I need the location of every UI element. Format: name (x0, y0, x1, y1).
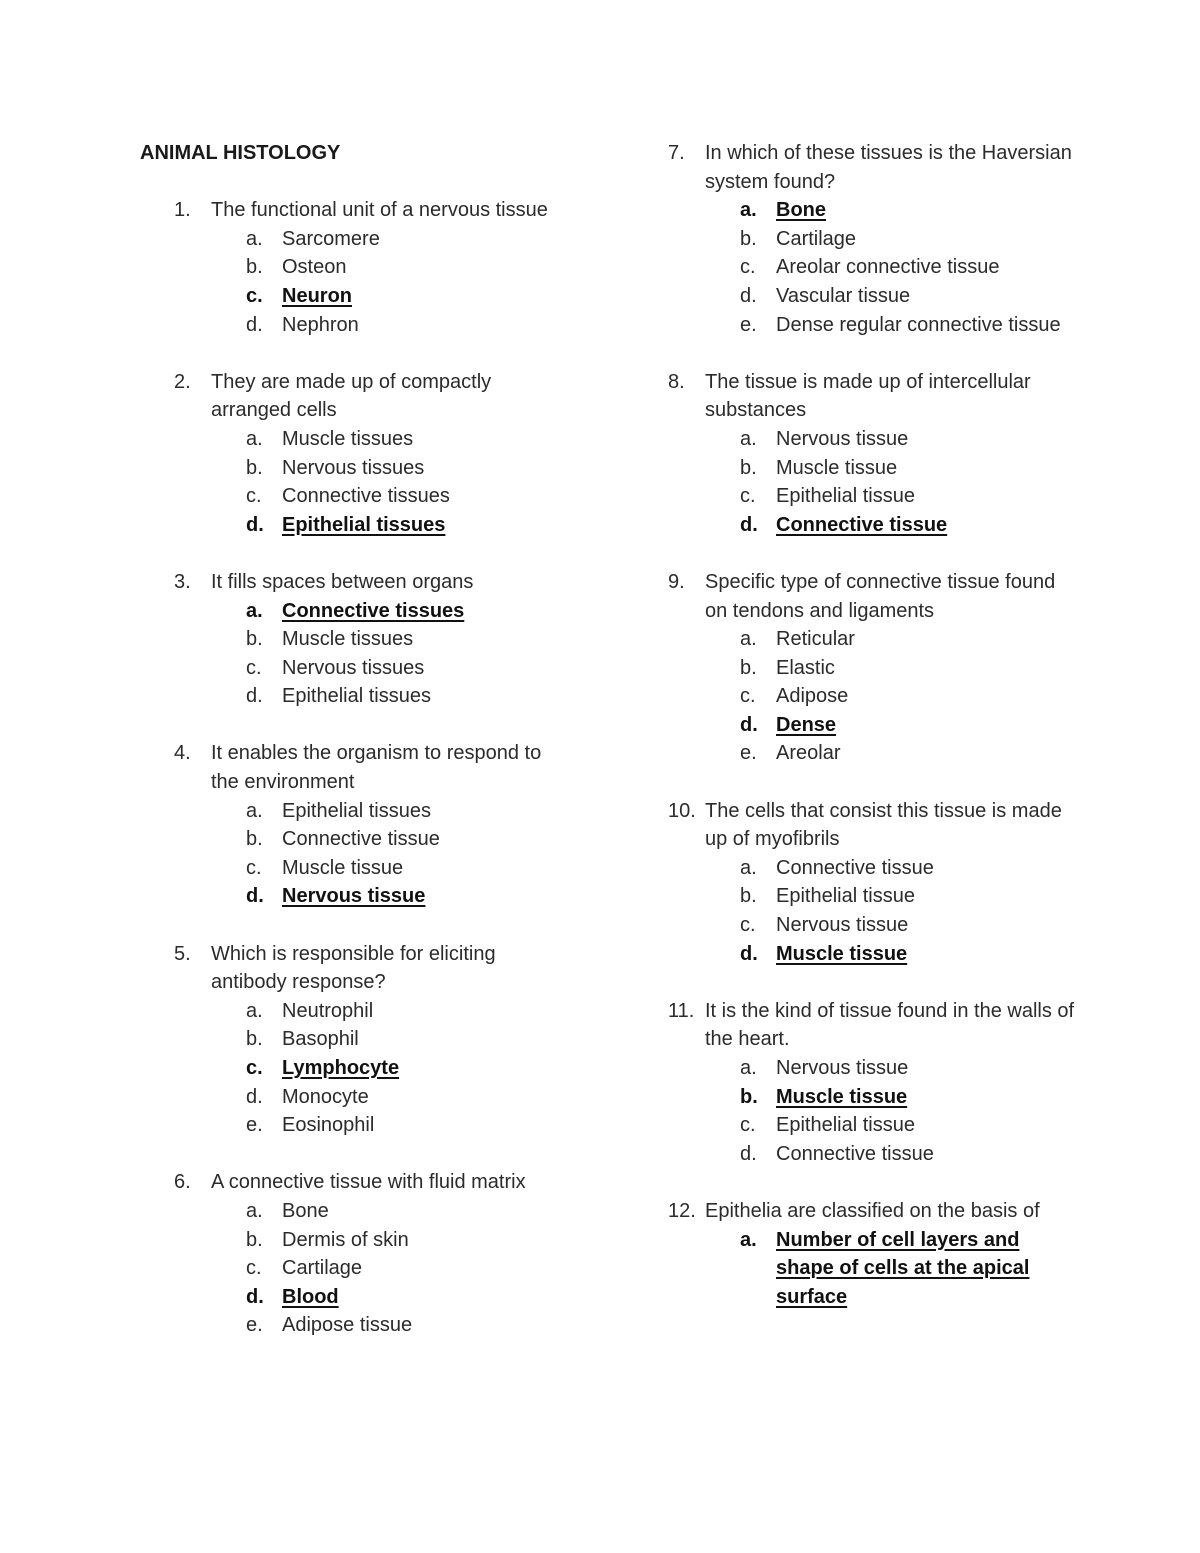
question-item (140, 940, 570, 1140)
option-letter: c. (246, 856, 262, 879)
option-letter: e. (740, 313, 757, 336)
option-letter: c. (740, 1114, 756, 1137)
option-letter: e. (740, 742, 757, 765)
question-item (140, 568, 570, 711)
option-list (140, 797, 570, 911)
option-letter: a. (740, 199, 757, 222)
option-list (668, 1054, 1078, 1168)
correct-answer-option (140, 511, 570, 540)
option-letter: c. (246, 485, 262, 508)
question-number: 12. (668, 1199, 696, 1222)
option-text: Nervous tissue (776, 914, 909, 937)
question-item (140, 196, 570, 339)
option-text: Connective tissue (776, 513, 948, 536)
left-column (140, 139, 570, 1369)
option-text: Bone (282, 1199, 329, 1222)
option-letter: d. (740, 284, 757, 307)
answer-option (668, 1140, 1078, 1169)
question-text: They are made up of compactly arranged cells (211, 370, 492, 422)
option-text: Basophil (282, 1028, 359, 1051)
option-text: Neutrophil (282, 999, 374, 1022)
option-text: Areolar connective tissue (776, 256, 1000, 279)
option-text: Osteon (282, 256, 347, 279)
option-letter: c. (740, 914, 756, 937)
answer-option (140, 997, 570, 1026)
option-letter: d. (246, 1285, 264, 1308)
answer-option (140, 454, 570, 483)
question-item (140, 1168, 570, 1340)
option-letter: c. (246, 1257, 262, 1280)
option-text: Epithelial tissue (776, 1114, 915, 1137)
option-list (140, 597, 570, 711)
question-text: Specific type of connective tissue found on tendons and ligaments (705, 570, 1056, 622)
question-item (668, 568, 1078, 768)
question-text: It is the kind of tissue found in the walls of the heart. (705, 999, 1075, 1051)
question-number: 1. (174, 199, 191, 222)
question-text: The cells that consist this tissue is made up of myofibrils (705, 799, 1062, 851)
question-number: 10. (668, 799, 696, 822)
option-letter: a. (246, 799, 263, 822)
option-text: Nervous tissue (776, 427, 909, 450)
option-text: Areolar (776, 742, 841, 765)
answer-option (140, 854, 570, 883)
question-number: 9. (668, 570, 685, 593)
question-text: The functional unit of a nervous tissue (211, 199, 548, 222)
option-text: Epithelial tissues (282, 685, 431, 708)
question-row (668, 368, 1078, 425)
question-row (140, 368, 570, 425)
option-letter: a. (740, 856, 757, 879)
option-letter: c. (246, 284, 263, 307)
document-title: ANIMAL HISTOLOGY (140, 142, 341, 164)
option-letter: d. (246, 1085, 263, 1108)
answer-option (668, 854, 1078, 883)
option-letter: d. (740, 1142, 757, 1165)
answer-option (668, 911, 1078, 940)
option-letter: d. (246, 885, 264, 908)
answer-option (140, 825, 570, 854)
option-text: Lymphocyte (282, 1057, 400, 1079)
option-text: Connective tissue (282, 828, 440, 851)
answer-option (668, 311, 1078, 340)
option-text: Nervous tissue (776, 1057, 909, 1079)
option-text: Adipose (776, 685, 849, 708)
option-letter: b. (246, 1228, 263, 1251)
option-letter: a. (246, 599, 263, 622)
option-text: Dense regular connective tissue (776, 313, 1061, 336)
question-text: It fills spaces between organs (211, 570, 474, 593)
correct-answer-option (140, 882, 570, 911)
question-text: A connective tissue with fluid matrix (211, 1171, 526, 1194)
option-text: Monocyte (282, 1085, 369, 1108)
option-letter: d. (246, 685, 263, 708)
answer-option (140, 482, 570, 511)
option-text: Epithelial tissue (776, 885, 915, 908)
option-text: Nephron (282, 313, 359, 336)
option-letter: d. (740, 713, 758, 736)
option-text: Dense (776, 713, 837, 736)
option-text: Connective tissues (282, 599, 465, 622)
option-letter: a. (740, 1228, 757, 1251)
correct-answer-option (140, 1054, 570, 1083)
answer-option (140, 1226, 570, 1255)
option-letter: a. (246, 1199, 263, 1222)
answer-option (668, 1111, 1078, 1140)
correct-answer-option (668, 1226, 1078, 1312)
answer-option (140, 1254, 570, 1283)
option-list (668, 625, 1078, 768)
option-letter: d. (246, 513, 264, 536)
option-letter: b. (246, 628, 263, 651)
question-row (668, 568, 1078, 625)
option-text: Adipose tissue (282, 1314, 413, 1337)
option-letter: d. (740, 513, 758, 536)
option-text: Vascular tissue (776, 284, 911, 307)
question-row (668, 1197, 1078, 1226)
correct-answer-option (140, 282, 570, 311)
answer-option (140, 225, 570, 254)
question-item (668, 797, 1078, 969)
option-list (668, 196, 1078, 339)
answer-option (668, 654, 1078, 683)
option-text: Sarcomere (282, 227, 380, 250)
option-text: Epithelial tissues (282, 799, 431, 822)
option-letter: e. (246, 1114, 263, 1137)
question-number: 7. (668, 142, 685, 164)
question-row (668, 139, 1078, 196)
question-item (668, 368, 1078, 540)
option-text: Nervous tissues (282, 656, 425, 679)
option-letter: a. (740, 427, 757, 450)
option-text: Eosinophil (282, 1114, 375, 1137)
option-list (668, 425, 1078, 539)
question-row (140, 196, 570, 225)
option-text: Muscle tissues (282, 427, 414, 450)
option-text: Muscle tissue (776, 942, 908, 965)
option-text: Epithelial tissues (282, 513, 446, 536)
question-item (140, 368, 570, 540)
option-text: Neuron (282, 284, 352, 307)
answer-option (668, 1054, 1078, 1083)
answer-option (140, 797, 570, 826)
option-letter: a. (740, 628, 757, 651)
option-text: Elastic (776, 656, 835, 679)
answer-option (668, 482, 1078, 511)
correct-answer-option (140, 597, 570, 626)
option-list (140, 225, 570, 339)
option-text: Connective tissue (776, 1142, 934, 1165)
question-number: 5. (174, 942, 191, 965)
option-text: Nervous tissue (282, 885, 426, 908)
question-number: 8. (668, 370, 685, 393)
option-text: Reticular (776, 628, 855, 651)
question-number: 2. (174, 370, 191, 393)
answer-option (140, 425, 570, 454)
correct-answer-option (668, 196, 1078, 225)
answer-option (140, 253, 570, 282)
correct-answer-option (668, 511, 1078, 540)
option-text: Muscle tissue (282, 856, 404, 879)
answer-option (668, 282, 1078, 311)
option-text: Number of cell layers and shape of cells at the apical surface (776, 1228, 1030, 1308)
option-text: Muscle tissues (282, 628, 414, 651)
answer-option (140, 311, 570, 340)
answer-option (668, 454, 1078, 483)
answer-option (668, 882, 1078, 911)
option-letter: a. (740, 1057, 757, 1079)
question-row (140, 1168, 570, 1197)
question-number: 4. (174, 742, 191, 765)
answer-option (140, 682, 570, 711)
option-letter: b. (246, 828, 263, 851)
option-letter: c. (740, 685, 756, 708)
question-text: In which of these tissues is the Haversian system found? (705, 142, 1072, 193)
question-number: 6. (174, 1171, 191, 1194)
answer-option (140, 625, 570, 654)
option-text: Bone (776, 199, 826, 222)
option-text: Dermis of skin (282, 1228, 409, 1251)
question-number: 11. (668, 999, 695, 1022)
option-list (140, 425, 570, 539)
option-text: Blood (282, 1285, 339, 1308)
option-letter: d. (246, 313, 263, 336)
option-text: Nervous tissues (282, 456, 425, 479)
option-list (668, 854, 1078, 968)
question-row (668, 997, 1078, 1054)
option-letter: a. (246, 427, 263, 450)
option-letter: a. (246, 999, 263, 1022)
correct-answer-option (140, 1283, 570, 1312)
question-number: 3. (174, 570, 191, 593)
answer-option (140, 654, 570, 683)
question-text: The tissue is made up of intercellular substances (705, 370, 1031, 422)
option-list (140, 1197, 570, 1340)
option-text: Muscle tissue (776, 1085, 908, 1108)
question-row (668, 797, 1078, 854)
question-row (140, 739, 570, 796)
option-letter: c. (246, 1057, 263, 1079)
option-letter: e. (246, 1314, 263, 1337)
option-letter: c. (740, 256, 756, 279)
option-letter: d. (740, 942, 758, 965)
option-list (668, 1226, 1078, 1312)
answer-option (140, 1197, 570, 1226)
right-question-list (668, 139, 1078, 1311)
option-letter: c. (246, 656, 262, 679)
answer-option (668, 425, 1078, 454)
answer-option (668, 739, 1078, 768)
option-letter: a. (246, 227, 263, 250)
question-item (668, 997, 1078, 1169)
answer-option (668, 225, 1078, 254)
option-text: Cartilage (282, 1257, 363, 1280)
option-letter: b. (740, 456, 757, 479)
option-text: Muscle tissue (776, 456, 898, 479)
option-letter: b. (740, 1085, 758, 1108)
option-letter: c. (740, 485, 756, 508)
option-text: Connective tissue (776, 856, 934, 879)
question-item (140, 739, 570, 911)
answer-option (668, 682, 1078, 711)
question-row (140, 940, 570, 997)
option-text: Epithelial tissue (776, 485, 915, 508)
question-item (668, 139, 1078, 339)
question-row (140, 568, 570, 597)
left-question-list (140, 196, 570, 1340)
question-text: Epithelia are classified on the basis of (705, 1199, 1040, 1222)
question-text: Which is responsible for eliciting antibody response? (211, 942, 496, 994)
option-list (140, 997, 570, 1140)
option-letter: b. (740, 885, 757, 908)
option-letter: b. (740, 227, 757, 250)
right-column (668, 139, 1078, 1340)
answer-option (140, 1311, 570, 1340)
question-text: It enables the organism to respond to the environment (211, 742, 542, 794)
option-letter: b. (246, 456, 263, 479)
option-letter: b. (740, 656, 757, 679)
question-item (668, 1197, 1078, 1311)
option-text: Cartilage (776, 227, 857, 250)
correct-answer-option (668, 711, 1078, 740)
answer-option (668, 253, 1078, 282)
correct-answer-option (668, 1083, 1078, 1112)
answer-option (140, 1111, 570, 1140)
answer-option (140, 1083, 570, 1112)
option-letter: b. (246, 1028, 263, 1051)
answer-option (668, 625, 1078, 654)
correct-answer-option (668, 940, 1078, 969)
option-text: Connective tissues (282, 485, 450, 508)
option-letter: b. (246, 256, 263, 279)
answer-option (140, 1025, 570, 1054)
